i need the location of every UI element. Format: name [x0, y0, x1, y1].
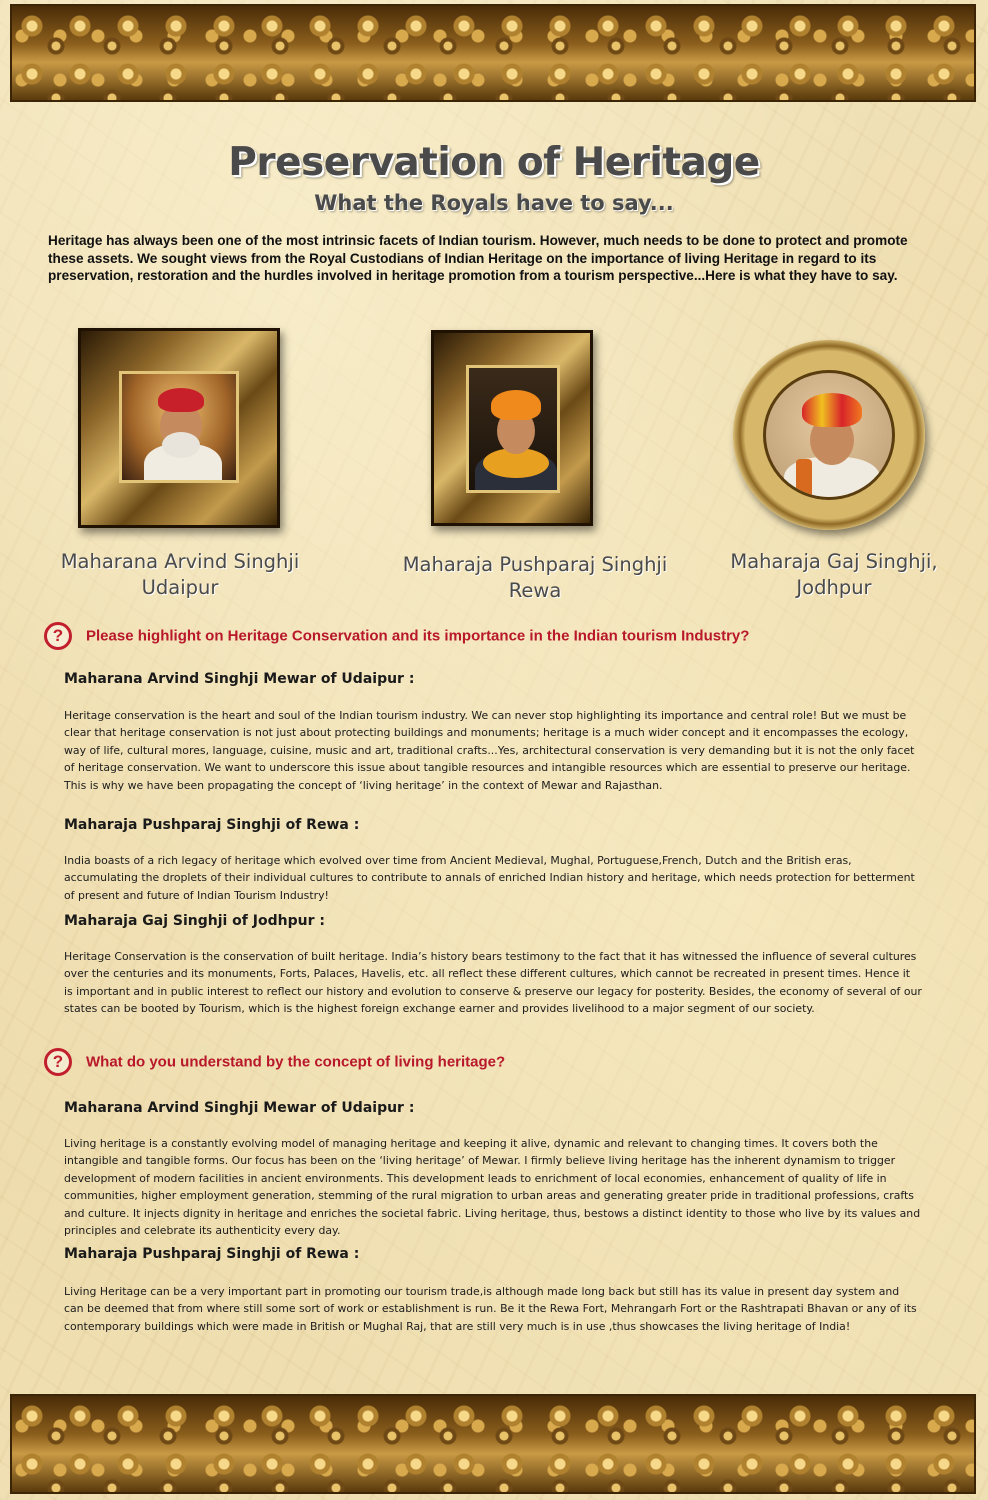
- speaker-udaipur-1: Maharana Arvind Singhji Mewar of Udaipur :: [64, 671, 415, 687]
- question-1-text: Please highlight on Heritage Conservation and its importance in the Indian tourism Industry?: [86, 627, 750, 645]
- portrait-name-jodhpur: [700, 549, 968, 601]
- place-line: Rewa: [508, 579, 562, 602]
- page-subtitle: What the Royals have to say...: [314, 191, 674, 215]
- portrait-name-rewa: [370, 552, 700, 604]
- portrait-photo-jodhpur: [763, 370, 895, 500]
- portrait-frame-udaipur: [78, 328, 280, 528]
- page-title: Preservation of Heritage: [228, 140, 760, 185]
- portrait-photo-rewa: [466, 365, 560, 493]
- question-2: [44, 1048, 944, 1076]
- question-2-text: What do you understand by the concept of living heritage?: [86, 1053, 506, 1071]
- place-line: Jodhpur: [796, 576, 872, 599]
- name-line: Maharaja Gaj Singhji,: [730, 550, 938, 573]
- question-1: [44, 622, 944, 650]
- portrait-name-udaipur: [40, 549, 320, 601]
- answer-udaipur-1: Heritage conservation is the heart and soul of the Indian tourism industry. We can never stop highlighting its importance and central role! But we must be clear that heritage conservation is not just about protecting buildings and monuments; heritage is a much wider concept and it encompasses the ecology, way of life, cultural mores, language, cuisine, music and art, traditional crafts...Yes, architectural conservation is very demanding but it is not the only facet of heritage conservation. We want to underscore this issue about tangible resources and intangible resources which are essential to preserve our heritage. This is why we have been propagating the concept of ‘living heritage’ in the context of Mewar and Rajasthan.: [64, 709, 915, 792]
- portrait-frame-rewa: [431, 330, 593, 526]
- speaker-jodhpur-1: Maharaja Gaj Singhji of Jodhpur :: [64, 913, 325, 929]
- question-mark-icon: ?: [44, 1048, 72, 1076]
- answer-rewa-2: Living Heritage can be a very important part in promoting our tourism trade,is although made long back but still has its value in present day system and can be deemed that from where still some sort of work or establishment is run. Be it the Rewa Fort, Mehrangarh Fort or the Rashtrapati Bhavan or any of its contemporary buildings which were made in British or Mughal Raj, that are still very much is in use ,thus showcases the living heritage of India!: [64, 1285, 917, 1333]
- answer-rewa-1: India boasts of a rich legacy of heritage which evolved over time from Ancient Medieval, Mughal, Portuguese,French, Dutch and the British eras, accumulating the droplets of their individual cultures to contribute to annals of enriched Indian history and heritage, which needs protection for betterment of present and future of Indian Tourism Industry!: [64, 854, 915, 902]
- ornamental-border-top: [10, 4, 976, 102]
- ornamental-border-bottom: [10, 1394, 976, 1494]
- speaker-udaipur-2: Maharana Arvind Singhji Mewar of Udaipur :: [64, 1100, 415, 1116]
- answer-jodhpur-1: Heritage Conservation is the conservation of built heritage. India’s history bears testimony to the fact that it has witnessed the influence of several cultures over the centuries and its monuments, Forts, Palaces, Havelis, etc. all reflect these different cultures, which cannot be recreated in present times. Hence it is important and in public interest to reflect our history and evolution to conserve & preserve our legacy for posterity. Besides, the economy of several of our states can be booted by Tourism, which is the highest foreign exchange earner and provides livelihood to a major segment of our society.: [64, 950, 922, 1016]
- speaker-rewa-1: Maharaja Pushparaj Singhji of Rewa :: [64, 817, 360, 833]
- intro-paragraph: Heritage has always been one of the most intrinsic facets of Indian tourism. However, much needs to be done to protect and promote these assets. We sought views from the Royal Custodians of Indian Heritage on the importance of living Heritage in regard to its preservation, restoration and the hurdles involved in heritage promotion from a tourism perspective...Here is what they have to say.: [48, 233, 908, 283]
- portrait-photo-udaipur: [119, 371, 239, 483]
- name-line: Maharaja Pushparaj Singhji: [402, 553, 668, 576]
- answer-udaipur-2: Living heritage is a constantly evolving model of managing heritage and keeping it alive, dynamic and relevant to changing times. It covers both the intangible and tangible forms. Our focus has been on the ‘living heritage’ of Mewar. I firmly believe living heritage has the inherent dynamism to trigger development of modern facilities in ancient environments. This development leads to enrichment of local economies, enhancement of quality of life in communities, higher employment generation, stemming of the rural migration to urban areas and generating greater pride in traditional professions, crafts and culture. It injects dignity in heritage and enriches the societal fabric. Living heritage, thus, bestows a distinct identity to those who live by its values and principles and celebrate its authenticity every day.: [64, 1137, 921, 1238]
- speaker-rewa-2: Maharaja Pushparaj Singhji of Rewa :: [64, 1246, 360, 1262]
- question-mark-icon: ?: [44, 622, 72, 650]
- name-line: Maharana Arvind Singhji: [60, 550, 300, 573]
- portrait-frame-jodhpur: [733, 340, 925, 530]
- place-line: Udaipur: [141, 576, 219, 599]
